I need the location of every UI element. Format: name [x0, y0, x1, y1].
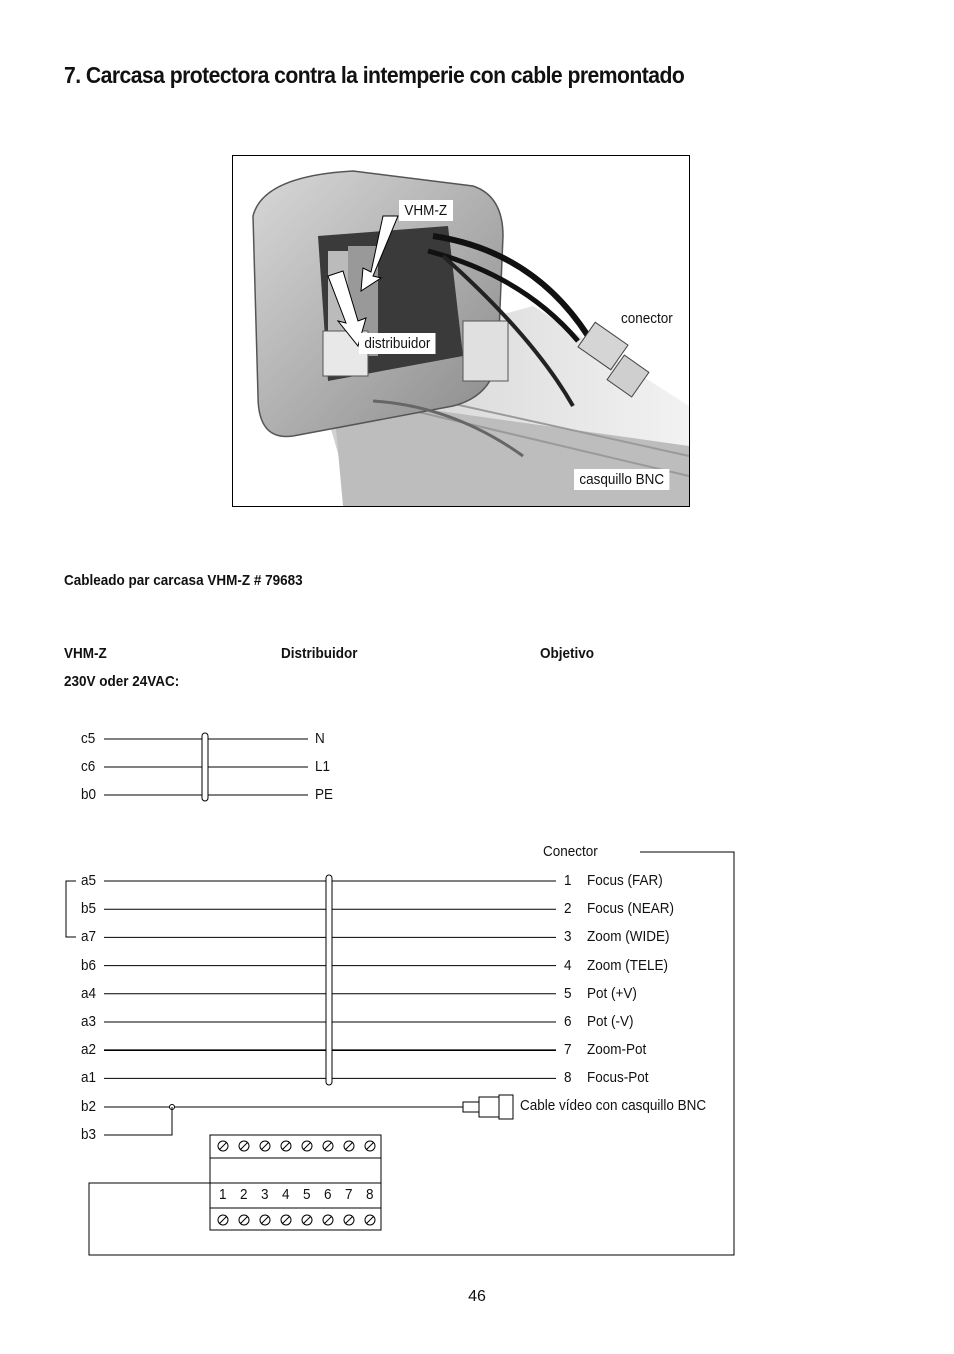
connector-pin-number: 7 [564, 1041, 572, 1059]
connector-pin-number: 8 [564, 1069, 572, 1087]
housing-photo [232, 155, 690, 507]
connector-label: Conector [543, 843, 598, 860]
signal-terminal-left: b6 [81, 956, 97, 974]
terminal-number: 4 [282, 1186, 290, 1203]
connector-pin-function: Zoom-Pot [587, 1041, 647, 1059]
power-terminal-left: b0 [81, 786, 97, 803]
terminal-screw-icon [365, 1141, 375, 1151]
wiring-diagram [0, 720, 954, 1280]
power-terminal-right: PE [315, 786, 334, 803]
terminal-screw-icon [239, 1141, 249, 1151]
signal-terminal-left: a3 [81, 1013, 97, 1030]
power-terminal-right: L1 [315, 758, 331, 775]
photo-label-distribuidor: distribuidor [359, 333, 436, 354]
photo-label-conector: conector [621, 310, 673, 327]
bnc-connector-icon [463, 1095, 513, 1119]
terminal-number: 8 [366, 1186, 374, 1203]
video-cable-label: Cable vídeo con casquillo BNC [520, 1097, 707, 1114]
wiring-title: Cableado par carcasa VHM-Z # 79683 [64, 572, 303, 589]
signal-terminal-left: a5 [81, 872, 97, 889]
connector-pin-number: 4 [564, 956, 572, 974]
terminal-screw-icon [365, 1215, 375, 1225]
power-terminal-left: c6 [81, 758, 96, 775]
terminal-screw-icon [302, 1215, 312, 1225]
terminal-screw-icon [344, 1141, 354, 1151]
power-cable-bundle [202, 733, 208, 801]
terminal-screw-icon [323, 1215, 333, 1225]
terminal-number: 7 [345, 1186, 353, 1203]
connector-pin-function: Pot (+V) [587, 984, 637, 1002]
connector-pin-number: 2 [564, 900, 572, 918]
connector-pin-function: Focus (NEAR) [587, 900, 675, 918]
terminal-number: 3 [261, 1186, 269, 1203]
connector-pin-function: Pot (-V) [587, 1013, 634, 1030]
column-header-objetivo: Objetivo [540, 645, 595, 662]
terminal-number: 5 [303, 1186, 311, 1203]
connector-pin-function: Focus-Pot [587, 1069, 649, 1087]
twisted-pair-bracket [66, 881, 76, 937]
connector-pin-number: 6 [564, 1013, 572, 1030]
housing-photo-illustration [233, 156, 689, 506]
power-terminal-right: N [315, 730, 325, 747]
connector-pin-function: Focus (FAR) [587, 872, 663, 889]
video-line-b3 [104, 1107, 172, 1135]
video-terminal-left: b2 [81, 1098, 97, 1115]
terminal-screw-icon [218, 1215, 228, 1225]
terminal-screw-icon [344, 1215, 354, 1225]
terminal-screw-icon [281, 1141, 291, 1151]
photo-label-vhm: VHM-Z [399, 200, 453, 221]
terminal-number: 2 [240, 1186, 248, 1203]
terminal-number: 1 [219, 1186, 227, 1203]
signal-terminal-left: a1 [81, 1069, 97, 1087]
connector-pin-function: Zoom (WIDE) [587, 928, 670, 946]
signal-terminal-left: a7 [81, 928, 97, 946]
page-number: 46 [468, 1288, 486, 1305]
terminal-screw-icon [281, 1215, 291, 1225]
terminal-screw-icon [260, 1141, 270, 1151]
connector-pin-function: Zoom (TELE) [587, 956, 669, 974]
page-title: 7. Carcasa protectora contra la intemperie con cable premontado [64, 62, 685, 88]
photo-label-bnc: casquillo BNC [574, 469, 670, 490]
power-supply-label: 230V oder 24VAC: [64, 673, 180, 690]
terminal-screw-icon [218, 1141, 228, 1151]
signal-terminal-left: a2 [81, 1041, 97, 1059]
column-header-distribuidor: Distribuidor [281, 645, 358, 662]
terminal-screw-icon [239, 1215, 249, 1225]
signal-cable-bundle [326, 875, 332, 1085]
power-terminal-left: c5 [81, 730, 96, 747]
terminal-number: 6 [324, 1186, 332, 1203]
terminal-screw-icon [323, 1141, 333, 1151]
terminal-screw-icon [302, 1141, 312, 1151]
connector-pin-number: 1 [564, 872, 572, 889]
connector-pin-number: 5 [564, 984, 572, 1002]
signal-terminal-left: b5 [81, 900, 97, 918]
terminal-screw-icon [260, 1215, 270, 1225]
connector-pin-number: 3 [564, 928, 572, 946]
column-header-vhm: VHM-Z [64, 645, 107, 662]
signal-terminal-left: a4 [81, 984, 97, 1002]
video-terminal-left: b3 [81, 1126, 97, 1143]
